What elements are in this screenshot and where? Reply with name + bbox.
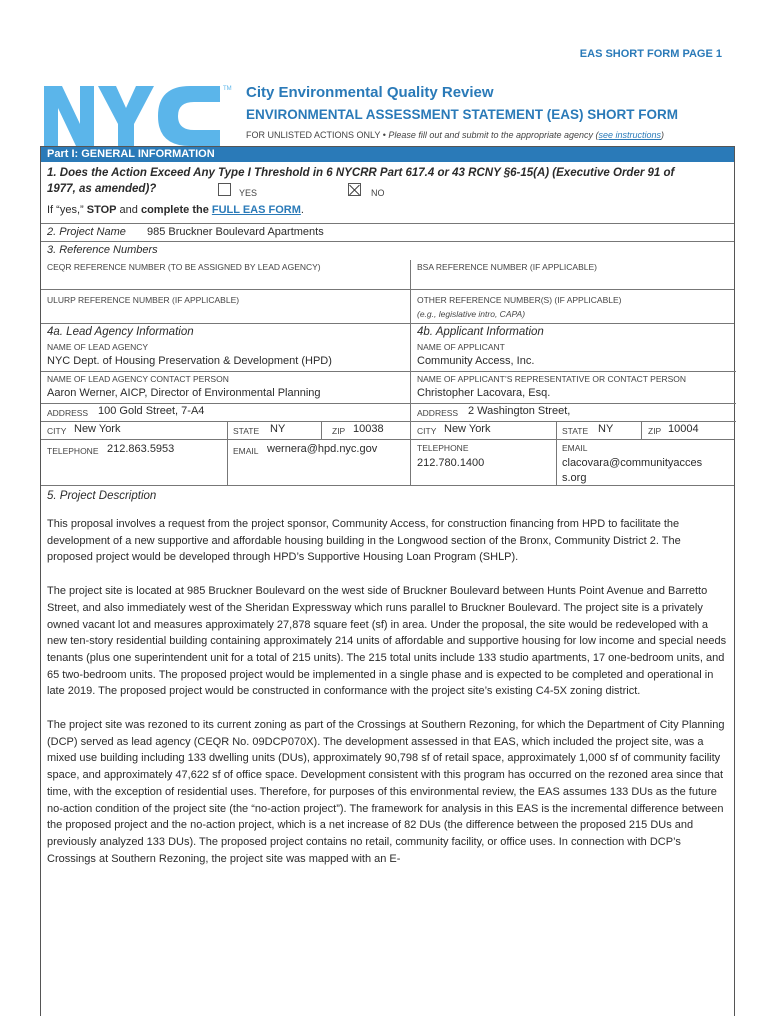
applicant-name-field[interactable]: Community Access, Inc. [417,355,535,367]
lead-contact-label: NAME OF LEAD AGENCY CONTACT PERSON [47,374,229,384]
description-paragraph-3: The project site was rezoned to its current zoning as part of the Crossings at Southern Rezoning, for which the Department of City Planning (DCP) served as lead agency (CEQR No. 09DCP070X). The development assessed in that EAS, which included the project site, was a mixed use building including 133 dwelling units (DUs), approximately 90,798 sf of retail space, approximately 1,000 sf of community facility space, and approximately 47,622 sf of office space. Development consistent with this program has occurred on the rezoned area since that time, with the exception of residential uses. Therefore, for purposes of this environmental review, the EAS assumes 133 DUs as the future no-action condition of the project site (the “no-action project”). The framework for analysis in this EAS is the incremental difference between the proposed project and the no-action project, which is a net increase of 82 DUs (the difference between the proposed 215 DUs and previously analyzed 133 DUs). The proposed project contains no retail, community facility, or office uses. In connection with DCP’s Crossings at Southern Rezoning, the project site was mapped with an E- [47,719,725,865]
project-name-label: 2. Project Name [47,226,126,238]
telephone-email-row [41,440,734,486]
lead-address-label: ADDRESS [47,408,89,418]
full-eas-form-link[interactable]: FULL EAS FORM [211,204,301,216]
form-subtitle: ENVIRONMENTAL ASSESSMENT STATEMENT (EAS) SHORT FORM [246,107,679,122]
applicant-heading: 4b. Applicant Information [417,326,544,338]
project-description-heading-row [41,486,734,506]
lead-zip-label: ZIP [332,426,346,436]
project-name-row [41,224,734,242]
lead-email-field[interactable]: wernera@hpd.nyc.gov [267,443,378,455]
part1-heading: Part I: GENERAL INFORMATION [41,147,734,162]
applicant-address-field[interactable]: 2 Washington Street, [468,405,571,417]
reference-numbers-row [41,242,734,290]
description-paragraph-2: The project site is located at 985 Bruckner Boulevard on the west side of Bruckner Boulevard between Hunts Point Avenue and Barretto Street, and also immediately west of the Sheridan Expressway which runs parallel to Bruckner Boulevard. The project site is a privately owned vacant lot and measures approximately 27,878 square feet (sf) in area. Under the proposal, the site would be redeveloped with a new ten-story residential building containing approximately 214 units of affordable and supportive housing for low income and special needs tenants (plus one superintendent unit for a total of 215 units). The 215 total units include 133 studio apartments, 17 one-bedroom units, and 65 two-bedroom units. The proposed project would be implemented in a single phase and is expected to be completed and operational in late 2019. The proposed project would be constructed in conformance with the project site’s existing C4-5X zoning district. [47,585,727,698]
project-name-field[interactable]: 985 Bruckner Boulevard Apartments [147,226,324,238]
lead-email-label: EMAIL [233,446,259,456]
applicant-phone-field[interactable]: 212.780.1400 [417,457,485,469]
other-ref-hint: (e.g., legislative intro, CAPA) [417,309,526,319]
applicant-zip-label: ZIP [648,426,662,436]
applicant-email-field-line1[interactable]: clacovara@communityacces [562,457,703,469]
lead-address-field[interactable]: 100 Gold Street, 7-A4 [98,405,205,417]
bsa-label: BSA REFERENCE NUMBER (IF APPLICABLE) [417,262,597,272]
project-description-text[interactable] [41,506,734,867]
form-title: City Environmental Quality Review [246,84,494,101]
lead-agency-name-field[interactable]: NYC Dept. of Housing Preservation & Development (HPD) [47,355,332,367]
applicant-phone-label: TELEPHONE [417,443,469,453]
applicant-email-field-line2[interactable]: s.org [562,472,587,484]
reference-numbers-label: 3. Reference Numbers [47,244,158,256]
project-description-heading: 5. Project Description [47,490,157,502]
lead-agency-heading: 4a. Lead Agency Information [47,326,194,338]
bsa-field[interactable] [417,274,727,288]
lead-phone-field[interactable]: 212.863.5953 [107,443,175,455]
ceqr-label: CEQR REFERENCE NUMBER (TO BE ASSIGNED BY LEAD AGENCY) [47,262,321,272]
ulurp-row [41,290,734,324]
lead-agency-name-label: NAME OF LEAD AGENCY [47,342,149,352]
other-ref-label: OTHER REFERENCE NUMBER(S) (IF APPLICABLE) [417,295,622,305]
lead-state-label: STATE [233,426,260,436]
no-label: NO [371,188,385,198]
see-instructions-link[interactable]: see instructions [598,130,662,140]
lead-city-field[interactable]: New York [74,423,121,435]
applicant-email-label: EMAIL [562,443,588,453]
applicant-rep-label: NAME OF APPLICANT’S REPRESENTATIVE OR CONTACT PERSON [417,374,687,384]
applicant-rep-field[interactable]: Christopher Lacovara, Esq. [417,387,551,399]
applicant-state-field[interactable]: NY [598,423,614,435]
applicant-city-field[interactable]: New York [444,423,491,435]
eas-form [40,146,735,1016]
svg-text:TM: TM [223,86,232,92]
applicant-zip-field[interactable]: 10004 [668,423,699,435]
applicant-state-label: STATE [562,426,589,436]
city-state-zip-row [41,422,734,440]
lead-phone-label: TELEPHONE [47,446,99,456]
ulurp-field[interactable] [47,308,402,322]
applicant-address-label: ADDRESS [417,408,459,418]
page-label: EAS SHORT FORM PAGE 1 [579,48,722,60]
ceqr-field[interactable] [47,274,402,288]
nyc-logo [40,80,232,152]
form-note: FOR UNLISTED ACTIONS ONLY • Please fill out and submit to the appropriate agency (see instructions) [246,130,665,140]
if-yes-instruction: If “yes,” STOP and complete the FULL EAS FORM. [41,198,734,224]
applicant-city-label: CITY [417,426,437,436]
agency-applicant-block [41,324,734,404]
yes-checkbox[interactable] [218,183,231,196]
address-row [41,404,734,422]
question-1: 1. Does the Action Exceed Any Type I Threshold in 6 NYCRR Part 617.4 or 43 RCNY §6-15(A) (Executive Order 91 of 1977, as amended)? YES NO [41,162,734,198]
lead-contact-field[interactable]: Aaron Werner, AICP, Director of Environmental Planning [47,387,321,399]
lead-zip-field[interactable]: 10038 [353,423,384,435]
lead-city-label: CITY [47,426,67,436]
no-checkbox[interactable] [348,183,361,196]
yes-label: YES [239,188,258,198]
ulurp-label: ULURP REFERENCE NUMBER (IF APPLICABLE) [47,295,240,305]
lead-state-field[interactable]: NY [270,423,286,435]
description-paragraph-1: This proposal involves a request from the project sponsor, Community Access, for construction financing from HPD to facilitate the development of a new supportive and affordable housing building in the Longwood section of the Bronx, Community District 2. The proposed project would be developed through HPD’s Supportive Housing Loan Program (SHLP). [47,518,681,564]
applicant-name-label: NAME OF APPLICANT [417,342,505,352]
